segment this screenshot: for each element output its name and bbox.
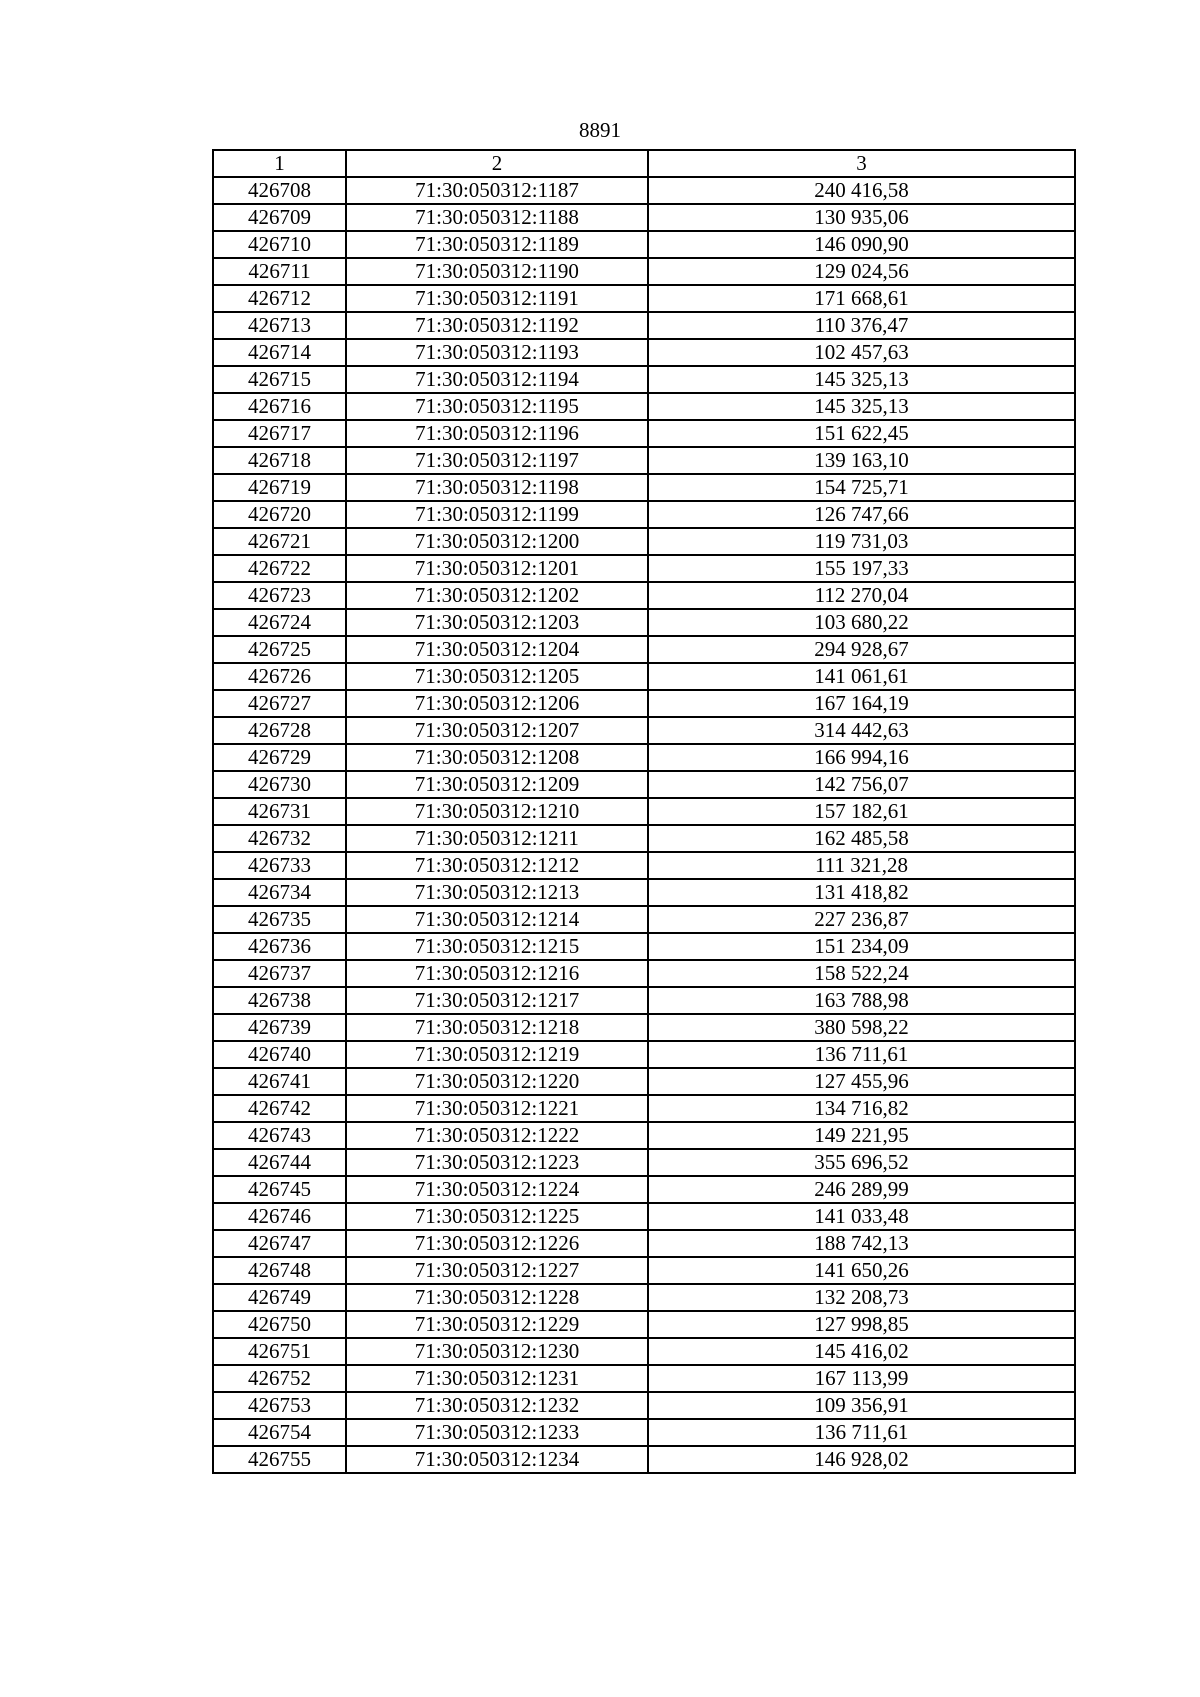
cadastral-value-cell: 151 234,09 [648, 933, 1075, 960]
cadastral-value-cell: 149 221,95 [648, 1122, 1075, 1149]
table-row [213, 555, 1075, 582]
cadastral-number-cell: 71:30:050312:1232 [346, 1392, 648, 1419]
cadastral-number-cell: 71:30:050312:1203 [346, 609, 648, 636]
header-cell-2: 2 [346, 150, 648, 177]
cadastral-number-cell: 71:30:050312:1215 [346, 933, 648, 960]
cadastral-value-cell: 155 197,33 [648, 555, 1075, 582]
cadastral-number-cell: 71:30:050312:1193 [346, 339, 648, 366]
table-row [213, 609, 1075, 636]
record-number-cell: 426732 [213, 825, 346, 852]
header-row [213, 150, 1075, 177]
cadastral-value-cell: 355 696,52 [648, 1149, 1075, 1176]
cadastral-value-cell: 110 376,47 [648, 312, 1075, 339]
cadastral-number-cell: 71:30:050312:1219 [346, 1041, 648, 1068]
record-number-cell: 426736 [213, 933, 346, 960]
registry-table-body [213, 150, 1075, 1473]
cadastral-value-cell: 136 711,61 [648, 1419, 1075, 1446]
record-number-cell: 426735 [213, 906, 346, 933]
cadastral-value-cell: 171 668,61 [648, 285, 1075, 312]
cadastral-value-cell: 119 731,03 [648, 528, 1075, 555]
cadastral-number-cell: 71:30:050312:1230 [346, 1338, 648, 1365]
cadastral-number-cell: 71:30:050312:1228 [346, 1284, 648, 1311]
record-number-cell: 426715 [213, 366, 346, 393]
cadastral-value-cell: 111 321,28 [648, 852, 1075, 879]
table-row [213, 906, 1075, 933]
cadastral-value-cell: 103 680,22 [648, 609, 1075, 636]
record-number-cell: 426754 [213, 1419, 346, 1446]
table-row [213, 1446, 1075, 1473]
record-number-cell: 426733 [213, 852, 346, 879]
record-number-cell: 426714 [213, 339, 346, 366]
cadastral-value-cell: 142 756,07 [648, 771, 1075, 798]
record-number-cell: 426752 [213, 1365, 346, 1392]
table-row [213, 1284, 1075, 1311]
table-row [213, 1419, 1075, 1446]
cadastral-number-cell: 71:30:050312:1198 [346, 474, 648, 501]
table-row [213, 744, 1075, 771]
record-number-cell: 426709 [213, 204, 346, 231]
cadastral-value-cell: 146 090,90 [648, 231, 1075, 258]
cadastral-value-cell: 136 711,61 [648, 1041, 1075, 1068]
cadastral-value-cell: 314 442,63 [648, 717, 1075, 744]
cadastral-value-cell: 145 325,13 [648, 393, 1075, 420]
record-number-cell: 426744 [213, 1149, 346, 1176]
cadastral-number-cell: 71:30:050312:1207 [346, 717, 648, 744]
cadastral-number-cell: 71:30:050312:1218 [346, 1014, 648, 1041]
cadastral-value-cell: 130 935,06 [648, 204, 1075, 231]
record-number-cell: 426742 [213, 1095, 346, 1122]
table-row [213, 825, 1075, 852]
header-cell-1: 1 [213, 150, 346, 177]
record-number-cell: 426718 [213, 447, 346, 474]
cadastral-value-cell: 129 024,56 [648, 258, 1075, 285]
table-row [213, 933, 1075, 960]
cadastral-value-cell: 132 208,73 [648, 1284, 1075, 1311]
record-number-cell: 426711 [213, 258, 346, 285]
cadastral-number-cell: 71:30:050312:1221 [346, 1095, 648, 1122]
cadastral-number-cell: 71:30:050312:1231 [346, 1365, 648, 1392]
cadastral-number-cell: 71:30:050312:1195 [346, 393, 648, 420]
record-number-cell: 426726 [213, 663, 346, 690]
record-number-cell: 426721 [213, 528, 346, 555]
record-number-cell: 426749 [213, 1284, 346, 1311]
record-number-cell: 426724 [213, 609, 346, 636]
cadastral-number-cell: 71:30:050312:1211 [346, 825, 648, 852]
table-row [213, 582, 1075, 609]
cadastral-number-cell: 71:30:050312:1213 [346, 879, 648, 906]
table-row [213, 1338, 1075, 1365]
page-number: 8891 [579, 118, 621, 142]
table-row [213, 177, 1075, 204]
record-number-cell: 426740 [213, 1041, 346, 1068]
record-number-cell: 426741 [213, 1068, 346, 1095]
cadastral-number-cell: 71:30:050312:1223 [346, 1149, 648, 1176]
cadastral-number-cell: 71:30:050312:1214 [346, 906, 648, 933]
cadastral-number-cell: 71:30:050312:1226 [346, 1230, 648, 1257]
cadastral-value-cell: 166 994,16 [648, 744, 1075, 771]
table-row [213, 1014, 1075, 1041]
cadastral-number-cell: 71:30:050312:1200 [346, 528, 648, 555]
table-row [213, 987, 1075, 1014]
cadastral-number-cell: 71:30:050312:1187 [346, 177, 648, 204]
cadastral-value-cell: 112 270,04 [648, 582, 1075, 609]
cadastral-number-cell: 71:30:050312:1197 [346, 447, 648, 474]
cadastral-value-cell: 240 416,58 [648, 177, 1075, 204]
record-number-cell: 426722 [213, 555, 346, 582]
table-row [213, 501, 1075, 528]
cadastral-number-cell: 71:30:050312:1204 [346, 636, 648, 663]
cadastral-value-cell: 157 182,61 [648, 798, 1075, 825]
table-row [213, 474, 1075, 501]
table-row [213, 960, 1075, 987]
cadastral-value-cell: 109 356,91 [648, 1392, 1075, 1419]
cadastral-number-cell: 71:30:050312:1189 [346, 231, 648, 258]
cadastral-number-cell: 71:30:050312:1202 [346, 582, 648, 609]
cadastral-number-cell: 71:30:050312:1225 [346, 1203, 648, 1230]
table-row [213, 1311, 1075, 1338]
table-row [213, 879, 1075, 906]
table-row [213, 1041, 1075, 1068]
cadastral-number-cell: 71:30:050312:1229 [346, 1311, 648, 1338]
table-row [213, 1365, 1075, 1392]
record-number-cell: 426717 [213, 420, 346, 447]
record-number-cell: 426731 [213, 798, 346, 825]
registry-table [212, 149, 1076, 1474]
table-row [213, 798, 1075, 825]
table-row [213, 1230, 1075, 1257]
cadastral-number-cell: 71:30:050312:1210 [346, 798, 648, 825]
table-row [213, 663, 1075, 690]
cadastral-number-cell: 71:30:050312:1217 [346, 987, 648, 1014]
cadastral-value-cell: 146 928,02 [648, 1446, 1075, 1473]
table-row [213, 258, 1075, 285]
cadastral-value-cell: 188 742,13 [648, 1230, 1075, 1257]
table-row [213, 285, 1075, 312]
cadastral-value-cell: 126 747,66 [648, 501, 1075, 528]
cadastral-value-cell: 131 418,82 [648, 879, 1075, 906]
cadastral-value-cell: 141 650,26 [648, 1257, 1075, 1284]
cadastral-value-cell: 158 522,24 [648, 960, 1075, 987]
table-row [213, 1203, 1075, 1230]
cadastral-number-cell: 71:30:050312:1216 [346, 960, 648, 987]
cadastral-value-cell: 167 113,99 [648, 1365, 1075, 1392]
table-row [213, 1176, 1075, 1203]
cadastral-number-cell: 71:30:050312:1192 [346, 312, 648, 339]
record-number-cell: 426739 [213, 1014, 346, 1041]
record-number-cell: 426753 [213, 1392, 346, 1419]
table-row [213, 1122, 1075, 1149]
table-row [213, 1392, 1075, 1419]
cadastral-number-cell: 71:30:050312:1194 [346, 366, 648, 393]
table-row [213, 1257, 1075, 1284]
cadastral-value-cell: 154 725,71 [648, 474, 1075, 501]
record-number-cell: 426738 [213, 987, 346, 1014]
record-number-cell: 426746 [213, 1203, 346, 1230]
record-number-cell: 426728 [213, 717, 346, 744]
cadastral-value-cell: 134 716,82 [648, 1095, 1075, 1122]
record-number-cell: 426723 [213, 582, 346, 609]
cadastral-value-cell: 127 998,85 [648, 1311, 1075, 1338]
record-number-cell: 426719 [213, 474, 346, 501]
table-row [213, 528, 1075, 555]
table-row [213, 312, 1075, 339]
header-cell-3: 3 [648, 150, 1075, 177]
cadastral-value-cell: 102 457,63 [648, 339, 1075, 366]
cadastral-value-cell: 139 163,10 [648, 447, 1075, 474]
table-row [213, 366, 1075, 393]
cadastral-number-cell: 71:30:050312:1222 [346, 1122, 648, 1149]
cadastral-number-cell: 71:30:050312:1220 [346, 1068, 648, 1095]
cadastral-value-cell: 145 416,02 [648, 1338, 1075, 1365]
record-number-cell: 426708 [213, 177, 346, 204]
cadastral-number-cell: 71:30:050312:1209 [346, 771, 648, 798]
cadastral-value-cell: 162 485,58 [648, 825, 1075, 852]
table-row [213, 420, 1075, 447]
cadastral-number-cell: 71:30:050312:1224 [346, 1176, 648, 1203]
record-number-cell: 426730 [213, 771, 346, 798]
cadastral-value-cell: 380 598,22 [648, 1014, 1075, 1041]
cadastral-number-cell: 71:30:050312:1201 [346, 555, 648, 582]
table-row [213, 636, 1075, 663]
record-number-cell: 426737 [213, 960, 346, 987]
cadastral-number-cell: 71:30:050312:1191 [346, 285, 648, 312]
cadastral-value-cell: 141 061,61 [648, 663, 1075, 690]
record-number-cell: 426751 [213, 1338, 346, 1365]
table-row [213, 204, 1075, 231]
table-row [213, 1095, 1075, 1122]
table-row [213, 717, 1075, 744]
record-number-cell: 426710 [213, 231, 346, 258]
record-number-cell: 426743 [213, 1122, 346, 1149]
table-row [213, 852, 1075, 879]
record-number-cell: 426755 [213, 1446, 346, 1473]
cadastral-number-cell: 71:30:050312:1234 [346, 1446, 648, 1473]
record-number-cell: 426748 [213, 1257, 346, 1284]
record-number-cell: 426747 [213, 1230, 346, 1257]
cadastral-value-cell: 151 622,45 [648, 420, 1075, 447]
cadastral-number-cell: 71:30:050312:1199 [346, 501, 648, 528]
record-number-cell: 426716 [213, 393, 346, 420]
record-number-cell: 426734 [213, 879, 346, 906]
cadastral-value-cell: 141 033,48 [648, 1203, 1075, 1230]
record-number-cell: 426727 [213, 690, 346, 717]
table-row [213, 690, 1075, 717]
cadastral-value-cell: 145 325,13 [648, 366, 1075, 393]
cadastral-number-cell: 71:30:050312:1208 [346, 744, 648, 771]
cadastral-value-cell: 246 289,99 [648, 1176, 1075, 1203]
cadastral-value-cell: 163 788,98 [648, 987, 1075, 1014]
cadastral-number-cell: 71:30:050312:1233 [346, 1419, 648, 1446]
cadastral-value-cell: 227 236,87 [648, 906, 1075, 933]
cadastral-number-cell: 71:30:050312:1188 [346, 204, 648, 231]
cadastral-number-cell: 71:30:050312:1212 [346, 852, 648, 879]
table-row [213, 771, 1075, 798]
record-number-cell: 426712 [213, 285, 346, 312]
record-number-cell: 426720 [213, 501, 346, 528]
table-row [213, 447, 1075, 474]
table-row [213, 393, 1075, 420]
record-number-cell: 426745 [213, 1176, 346, 1203]
table-row [213, 1068, 1075, 1095]
cadastral-value-cell: 127 455,96 [648, 1068, 1075, 1095]
record-number-cell: 426729 [213, 744, 346, 771]
cadastral-number-cell: 71:30:050312:1206 [346, 690, 648, 717]
table-row [213, 1149, 1075, 1176]
table-row [213, 339, 1075, 366]
record-number-cell: 426713 [213, 312, 346, 339]
cadastral-number-cell: 71:30:050312:1196 [346, 420, 648, 447]
record-number-cell: 426725 [213, 636, 346, 663]
cadastral-number-cell: 71:30:050312:1227 [346, 1257, 648, 1284]
record-number-cell: 426750 [213, 1311, 346, 1338]
cadastral-value-cell: 294 928,67 [648, 636, 1075, 663]
cadastral-value-cell: 167 164,19 [648, 690, 1075, 717]
table-row [213, 231, 1075, 258]
cadastral-number-cell: 71:30:050312:1205 [346, 663, 648, 690]
cadastral-number-cell: 71:30:050312:1190 [346, 258, 648, 285]
